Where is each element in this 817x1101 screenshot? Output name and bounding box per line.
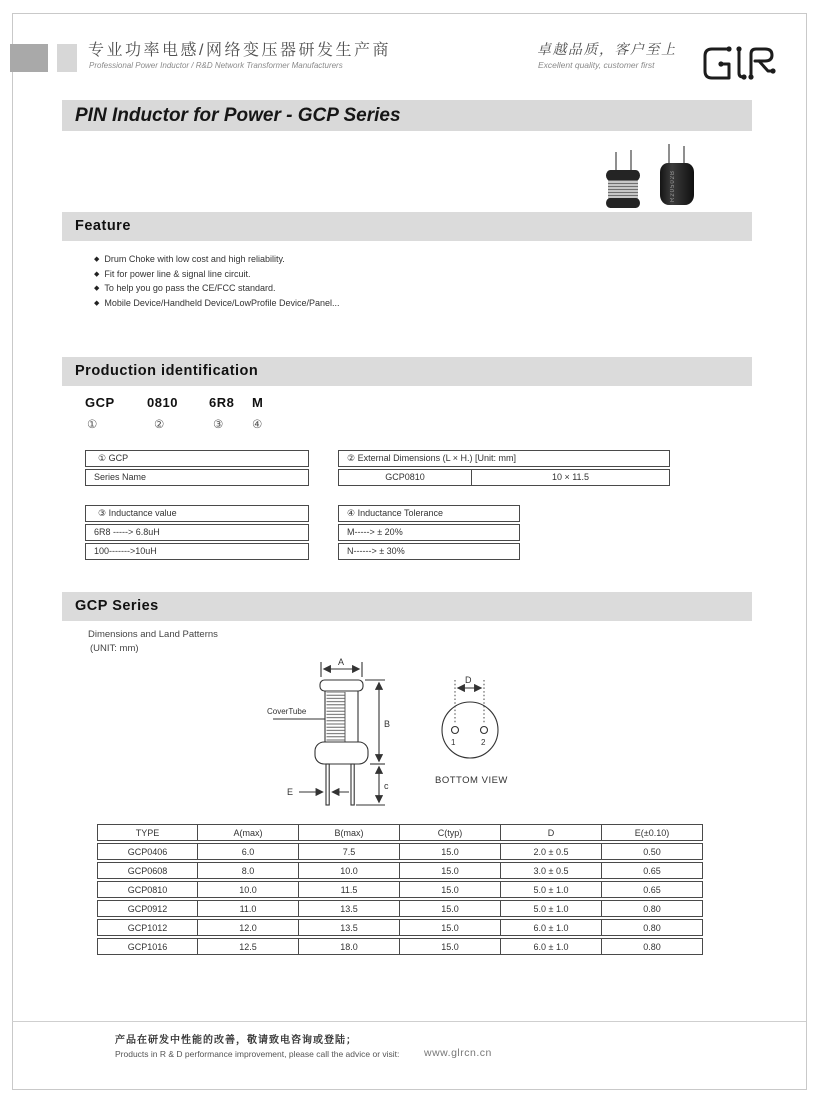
diamond-bullet-icon: ◆ [94, 256, 100, 263]
cell-b: 11.5 [299, 881, 400, 898]
feature-item [94, 267, 340, 282]
cell-d: 6.0 ± 1.0 [501, 919, 602, 936]
unit-subtitle: (UNIT: mm) [90, 643, 139, 654]
feature-list [94, 252, 340, 310]
feature-text: Fit for power line & signal line circuit. [104, 268, 251, 279]
cell-c: 15.0 [400, 881, 501, 898]
inductor-photo-covered [660, 144, 694, 206]
company-slogan-en: Excellent quality, customer first [538, 60, 655, 70]
footer-note-zh: 产品在研发中性能的改善，敬请致电咨询或登陆； [115, 1035, 357, 1046]
table-row [97, 938, 703, 955]
cell-b: 10.0 [299, 862, 400, 879]
cell-e: 0.65 [602, 862, 703, 879]
cell-d: 3.0 ± 0.5 [501, 862, 602, 879]
cell-c: 15.0 [400, 938, 501, 955]
cover-tube-label: CoverTube [267, 707, 307, 716]
cell-c: 15.0 [400, 900, 501, 917]
cell-b: 7.5 [299, 843, 400, 860]
pin2-label: 2 [481, 738, 486, 747]
cell-type: GCP1012 [97, 919, 198, 936]
feature-text: Mobile Device/Handheld Device/LowProfile Device/Panel... [104, 297, 340, 308]
code-tolerance: M [252, 395, 264, 410]
inductance-value-table [85, 505, 309, 562]
cell-type: GCP0406 [97, 843, 198, 860]
table-row: 6R8 -----> 6.8uH [85, 524, 309, 541]
diamond-bullet-icon: ◆ [94, 270, 100, 278]
cell-a: 10.0 [198, 881, 299, 898]
company-tagline-en: Professional Power Inductor / R&D Network Transformer Manufacturers [89, 61, 343, 70]
footer-divider [12, 1021, 806, 1022]
code-dimensions: 0810 [147, 395, 178, 410]
feature-text: To help you go pass the CE/FCC standard. [104, 283, 276, 293]
bottom-flange [606, 198, 640, 208]
code-inductance: 6R8 [209, 395, 235, 410]
table-header: ① GCP [85, 450, 309, 467]
cell-e: 0.80 [602, 938, 703, 955]
feature-item [94, 252, 340, 267]
cell-e: 0.65 [602, 881, 703, 898]
cell-d: 5.0 ± 1.0 [501, 900, 602, 917]
series-name-table [85, 450, 309, 488]
bottom-view-label: BOTTOM VIEW [435, 775, 508, 786]
cell-b: 18.0 [299, 938, 400, 955]
dim-a-label: A [338, 657, 345, 667]
cell-c: 15.0 [400, 919, 501, 936]
cell-type: GCP1016 [97, 938, 198, 955]
dim-b-label: B [384, 719, 391, 729]
dimensions-subtitle: Dimensions and Land Patterns [88, 629, 218, 640]
cell-type: GCP0912 [97, 900, 198, 917]
table-row [97, 862, 703, 879]
cell-b: 13.5 [299, 900, 400, 917]
table-row: M-----> ± 20% [338, 524, 520, 541]
cell-d: 2.0 ± 0.5 [501, 843, 602, 860]
table-row [97, 881, 703, 898]
part-marking: R20502B [670, 169, 676, 202]
cell-a: 12.5 [198, 938, 299, 955]
dim-e-label: E [287, 787, 294, 797]
section-gcp-series-heading: GCP Series [62, 592, 752, 621]
cell-d: 6.0 ± 1.0 [501, 938, 602, 955]
table-row [338, 469, 670, 486]
table-header: ② External Dimensions (L × H.) [Unit: mm] [338, 450, 670, 467]
dim-d-label: D [465, 675, 472, 685]
inductance-tolerance-table [338, 505, 520, 562]
footer-note-en: Products in R & D performance improvement, please call the advice or visit: [115, 1049, 400, 1059]
company-slogan-zh: 卓越品质，客户至上 [537, 41, 677, 57]
col-header: B(max) [299, 824, 400, 841]
col-header: C(typ) [400, 824, 501, 841]
page-title: PIN Inductor for Power - GCP Series [62, 100, 752, 131]
col-header: TYPE [97, 824, 198, 841]
pin1-label: 1 [451, 738, 456, 747]
company-tagline-zh: 专业功率电感/网络变压器研发生产商 [88, 42, 391, 59]
table-header: ④ Inductance Tolerance [338, 505, 520, 522]
cell-type: GCP0608 [97, 862, 198, 879]
cell-a: 6.0 [198, 843, 299, 860]
circled-2-icon: ② [154, 419, 165, 431]
table-row: 100------->10uH [85, 543, 309, 560]
section-feature-heading: Feature [62, 212, 752, 241]
inductor-photo-winding [606, 150, 640, 208]
cell-d: 5.0 ± 1.0 [501, 881, 602, 898]
dimension-type-cell: GCP0810 [339, 470, 472, 485]
col-header: D [501, 824, 602, 841]
table-row [97, 900, 703, 917]
diamond-bullet-icon: ◆ [94, 285, 100, 292]
glr-logo-icon [697, 40, 781, 91]
cell-e: 0.80 [602, 900, 703, 917]
dimensions-diagram [265, 652, 555, 820]
feature-text: Drum Choke with low cost and high reliability. [104, 254, 285, 264]
table-row: Series Name [85, 469, 309, 486]
cell-b: 13.5 [299, 919, 400, 936]
cell-c: 15.0 [400, 862, 501, 879]
section-production-heading: Production identification [62, 357, 752, 386]
cell-c: 15.0 [400, 843, 501, 860]
feature-item [94, 281, 340, 296]
cell-e: 0.80 [602, 919, 703, 936]
header-square-dark [10, 44, 48, 72]
table-header-row [97, 824, 703, 841]
table-row [97, 919, 703, 936]
cell-a: 12.0 [198, 919, 299, 936]
cell-a: 8.0 [198, 862, 299, 879]
col-header: E(±0.10) [602, 824, 703, 841]
table-row [97, 843, 703, 860]
col-header: A(max) [198, 824, 299, 841]
diamond-bullet-icon: ◆ [94, 299, 100, 307]
table-header: ③ Inductance value [85, 505, 309, 522]
drum-body [660, 163, 694, 205]
external-dimensions-table [338, 450, 670, 488]
copper-winding [608, 180, 638, 199]
cell-a: 11.0 [198, 900, 299, 917]
feature-item [94, 296, 340, 311]
website-link[interactable]: www.glrcn.cn [424, 1047, 492, 1059]
code-series: GCP [85, 395, 115, 410]
gcp-dimensions-table [97, 822, 703, 957]
circled-1-icon: ① [87, 419, 98, 431]
header-square-light [57, 44, 77, 72]
circled-4-icon: ④ [252, 419, 263, 431]
cell-type: GCP0810 [97, 881, 198, 898]
dimension-value-cell: 10 × 11.5 [551, 472, 590, 482]
dim-c-label: c [384, 781, 389, 791]
table-row: N------> ± 30% [338, 543, 520, 560]
cell-e: 0.50 [602, 843, 703, 860]
circled-3-icon: ③ [213, 419, 224, 431]
